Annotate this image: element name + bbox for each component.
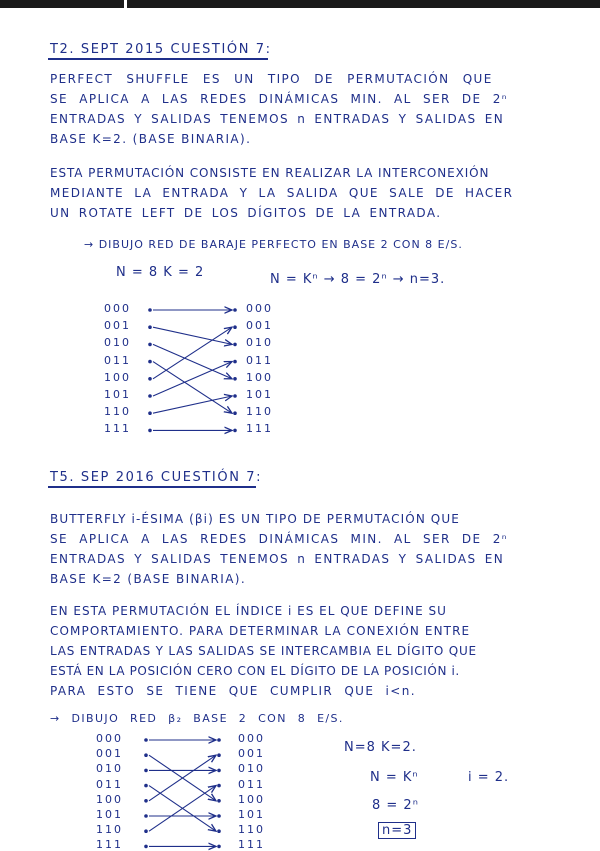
section1-p2-line3: UN ROTATE LEFT DE LOS DÍGITOS DE LA ENTRADA. bbox=[50, 206, 442, 220]
input-node bbox=[144, 753, 148, 757]
section2-p2-line3: LAS ENTRADAS Y LAS SALIDAS SE INTERCAMBIA EL DÍGITO QUE bbox=[50, 644, 477, 658]
input-label: 010 bbox=[104, 336, 131, 350]
output-node bbox=[217, 829, 221, 833]
output-node bbox=[217, 738, 221, 742]
section1-formula-left: N = 8 K = 2 bbox=[116, 265, 205, 280]
section2-formula-line1: N=8 K=2. bbox=[344, 740, 417, 755]
input-label: 011 bbox=[104, 353, 131, 367]
output-label: 110 bbox=[246, 405, 273, 419]
section1-formula-right: N = Kⁿ → 8 = 2ⁿ → n=3. bbox=[270, 272, 446, 287]
section2-p2-line4: ESTÁ EN LA POSICIÓN CERO CON EL DÍGITO DE LA POSICIÓN i. bbox=[50, 664, 460, 678]
output-node bbox=[217, 753, 221, 757]
output-label: 000 bbox=[246, 302, 273, 315]
input-label: 000 bbox=[104, 302, 131, 315]
input-node bbox=[144, 814, 148, 818]
input-label: 100 bbox=[104, 370, 131, 384]
output-label: 011 bbox=[246, 353, 273, 367]
output-node bbox=[217, 784, 221, 788]
section2-title: T5. SEP 2016 CUESTIÓN 7: bbox=[50, 470, 263, 485]
input-label: 110 bbox=[96, 823, 123, 837]
input-label: 111 bbox=[96, 838, 123, 851]
section2-p1-line2: SE APLICA A LAS REDES DINÁMICAS MIN. AL SER DE 2ⁿ bbox=[50, 532, 508, 546]
section1-drawing-caption: → DIBUJO RED DE BARAJE PERFECTO EN BASE 2 CON 8 E/S. bbox=[84, 238, 463, 251]
input-label: 101 bbox=[104, 388, 131, 401]
section1-p1-line2: SE APLICA A LAS REDES DINÁMICAS MIN. AL SER DE 2ⁿ bbox=[50, 92, 508, 106]
output-label: 011 bbox=[238, 777, 265, 791]
input-label: 011 bbox=[96, 777, 123, 791]
section1-p1-line4: BASE K=2. (BASE BINARIA). bbox=[50, 132, 252, 146]
output-label: 101 bbox=[246, 388, 273, 401]
output-label: 101 bbox=[238, 808, 265, 821]
section2-formula-boxed: n=3 bbox=[378, 822, 416, 839]
section1-p1-line1: PERFECT SHUFFLE ES UN TIPO DE PERMUTACIÓN QUE bbox=[50, 72, 493, 86]
output-label: 110 bbox=[238, 823, 265, 837]
section1-p2-line2: MEDIANTE LA ENTRADA Y LA SALIDA QUE SALE DE HACER bbox=[50, 186, 514, 200]
output-label: 100 bbox=[238, 792, 265, 806]
section2-p1-line1: BUTTERFLY i-ÉSIMA (βi) ES UN TIPO DE PERMUTACIÓN QUE bbox=[50, 512, 460, 526]
input-node bbox=[144, 738, 148, 742]
output-label: 001 bbox=[238, 747, 265, 761]
input-node bbox=[144, 799, 148, 803]
input-label: 100 bbox=[96, 792, 123, 806]
section2-p2-line2: COMPORTAMIENTO. PARA DETERMINAR LA CONEXIÓN ENTRE bbox=[50, 624, 471, 638]
section2-p3: PARA ESTO SE TIENE QUE CUMPLIR QUE i<n. bbox=[50, 684, 416, 698]
input-label: 010 bbox=[96, 762, 123, 776]
input-node bbox=[144, 784, 148, 788]
input-label: 110 bbox=[104, 405, 131, 419]
input-label: 000 bbox=[96, 732, 123, 745]
section2-p1-line3: ENTRADAS Y SALIDAS TENEMOS n ENTRADAS Y SALIDAS EN bbox=[50, 552, 505, 566]
output-label: 000 bbox=[238, 732, 265, 745]
section2-formula-line3: 8 = 2ⁿ bbox=[372, 798, 419, 813]
output-label: 010 bbox=[238, 762, 265, 776]
output-node bbox=[217, 799, 221, 803]
output-label: 001 bbox=[246, 319, 273, 333]
output-label: 111 bbox=[238, 838, 265, 851]
section1-title: T2. SEPT 2015 CUESTIÓN 7: bbox=[50, 42, 272, 57]
section2-formula-line2: N = Kⁿ bbox=[370, 770, 419, 785]
section1-p2-line1: ESTA PERMUTACIÓN CONSISTE EN REALIZAR LA INTERCONEXIÓN bbox=[50, 166, 490, 180]
section2-p1-line4: BASE K=2 (BASE BINARIA). bbox=[50, 572, 247, 586]
output-label: 010 bbox=[246, 336, 273, 350]
section2-p2-line1: EN ESTA PERMUTACIÓN EL ÍNDICE i ES EL QUE DEFINE SU bbox=[50, 604, 447, 618]
input-label: 001 bbox=[96, 747, 123, 761]
section1-p1-line3: ENTRADAS Y SALIDAS TENEMOS n ENTRADAS Y SALIDAS EN bbox=[50, 112, 505, 126]
section2-formula-i: i = 2. bbox=[468, 770, 510, 785]
output-label: 100 bbox=[246, 370, 273, 384]
input-label: 101 bbox=[96, 808, 123, 821]
input-node bbox=[144, 829, 148, 833]
section2-drawing-caption: → DIBUJO RED β₂ BASE 2 CON 8 E/S. bbox=[50, 712, 344, 725]
output-node bbox=[217, 769, 221, 773]
input-node bbox=[144, 769, 148, 773]
output-node bbox=[217, 814, 221, 818]
output-label: 111 bbox=[246, 422, 273, 436]
input-label: 001 bbox=[104, 319, 131, 333]
input-label: 111 bbox=[104, 422, 131, 436]
